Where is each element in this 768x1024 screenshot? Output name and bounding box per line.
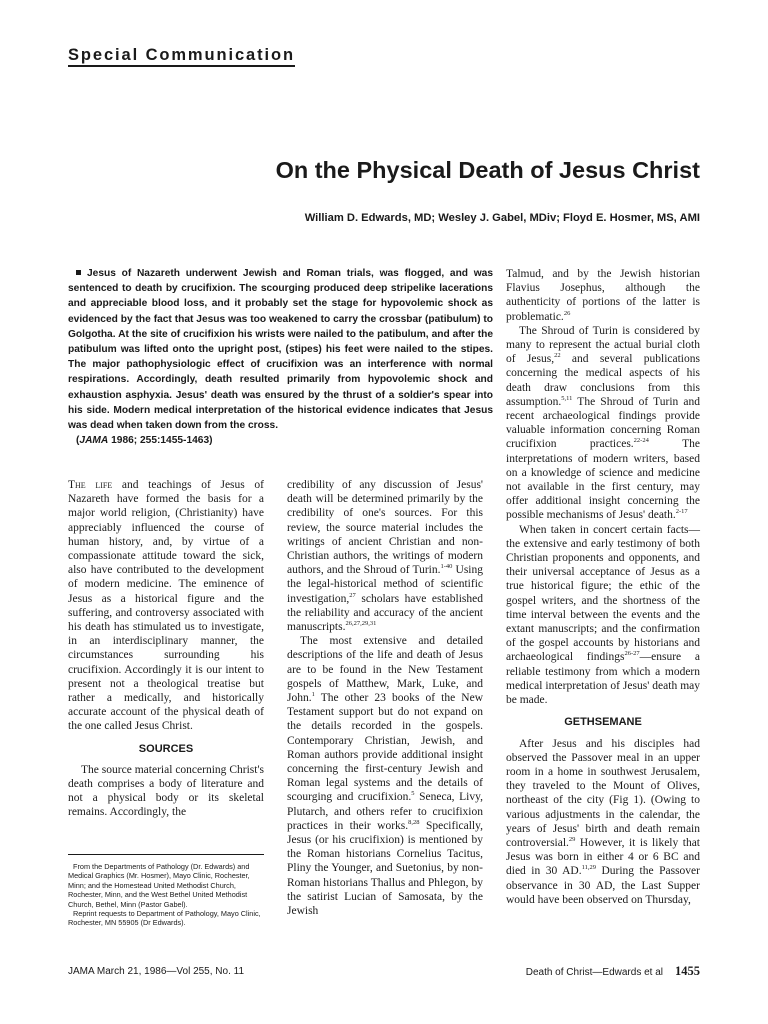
affiliation-note: From the Departments of Pathology (Dr. Edwards) and Medical Graphics (Mr. Hosmer), Mayo Clinic, Rochester, Minn; and the Homestead United Methodist Church, Rochester, Minn, and the West Bethel United Methodist Church, Bethel, Minn (Pastor Gabel). — [68, 862, 250, 909]
reprint-note: Reprint requests to Department of Pathology, Mayo Clinic, Rochester, MN 55905 (Dr Edwards). — [68, 909, 261, 928]
reference-superscript: 26-27 — [624, 650, 640, 658]
abstract — [68, 266, 493, 448]
reference-superscript: 26 — [563, 309, 571, 317]
section-label: Special Communication — [68, 46, 295, 67]
article-title: On the Physical Death of Jesus Christ — [275, 157, 700, 183]
lead-in: The life — [68, 479, 113, 491]
body-paragraph: The most extensive and detailed descriptions of the life and death of Jesus are to be found in the New Testament gospels of Matthew, Mark, Luke, and John.$^1$ The other 23 books of the New Testament support but do not expand on the details recorded in the gospels. Contemporary Christian, Jewish, and Roman authors provide additional insight concerning the first-century Jewish and Roman legal systems and the details of scourging and crucifixion.$^5$ Seneca, Livy, Plutarch, and others refer to crucifixion practices in their works.$^{8,28}$ Specifically, Jesus (or his crucifixion) is mentioned by the Roman historians Cornelius Tacitus, Pliny the Younger, and Suetonius, by non-Roman historians Thallus and Phlegon, by the satirist Lucian of Samosata, by the Jewish — [287, 635, 483, 918]
body-paragraph: After Jesus and his disciples had observed the Passover meal in an upper room in a home in southwest Jerusalem, they traveled to the Mount of Olives, northeast of the city (Fig 1). (Owing to various adjustments in the calendar, the years of Jesus' birth and death remain controversial.$^{29}$ However, it is likely that Jesus was born in either 4 or 6 BC and died in 30 AD.$^{11,29}$ During the Passover observance in 30 AD, the Last Supper would have been observed on Thursday, — [506, 737, 700, 906]
journal-name: JAMA — [79, 435, 109, 447]
body-paragraph: credibility of any discussion of Jesus' death will be determined primarily by the credibility of one's sources. For this review, the source material includes the writings of ancient Christian and non-Christian authors, the writings of modern authors, and the Shroud of Turin.$^{1-40}$ Using the legal-historical method of scientific investigation,$^{27}$ scholars have established the reliability and accuracy of the ancient manuscripts.$^{26,27,29,31}$ — [287, 479, 483, 634]
reference-superscript: 2-17 — [675, 508, 688, 516]
bullet-icon — [76, 270, 81, 275]
page-number: 1455 — [675, 964, 700, 978]
abstract-text: Jesus of Nazareth underwent Jewish and Roman trials, was flogged, and was sentenced to death by crucifixion. The scourging produced deep stripelike lacerations and appreciable blood loss, and it probably set the stage for hypovolemic shock as evidenced by the fact that Jesus was too weakened to carry the crossbar (patibulum) to Golgotha. At the site of crucifixion his wrists were nailed to the patibulum, and after the patibulum was lifted onto the upright post, (stipes) his feet were nailed to the stipes. The major pathophysiologic effect of crucifixion was an interference with normal respirations. Accordingly, death resulted primarily from hypovolemic shock and exhaustion asphyxia. Jesus' death was ensured by the thrust of a soldier's spear into his side. Modern medical interpretation of the historical evidence indicates that Jesus was dead when taken down from the cross. — [68, 268, 493, 432]
footnote — [68, 862, 264, 928]
body-column-1 — [68, 478, 264, 820]
reference-superscript: 5 — [411, 790, 415, 798]
reference-superscript: 26,27,29,31 — [345, 620, 377, 628]
footnote-divider — [68, 854, 264, 855]
reference-superscript: 29 — [568, 836, 576, 844]
body-paragraph: Talmud, and by the Jewish historian Flavius Josephus, although the authenticity of portions of the latter is problematic.$^{26}$ — [506, 268, 700, 323]
footer-journal-info: JAMA March 21, 1986—Vol 255, No. 11 — [68, 966, 245, 977]
body-paragraph: The life and teachings of Jesus of Nazareth have formed the basis for a major world religion, (Christianity) have appreciably influenced the course of human history, and, by virtue of a compassionate attitude toward the sick, also have contributed to the development of modern medicine. The eminence of Jesus as a historical figure and the suffering, and controversy associated with his death has stimulated us to investigate, in an interdisciplinary manner, the circumstances surrounding his crucifixion. Accordingly it is our intent to present not a theological treatise but rather a medically, and historically accurate account of the physical death of the one called Jesus Christ. — [68, 479, 264, 733]
body-paragraph: The source material concerning Christ's death comprises a body of literature and not a physical body or its skeletal remains. Accordingly, the — [68, 763, 264, 819]
body-paragraph: The Shroud of Turin is considered by many to represent the actual burial cloth of Jesus,$^{22}$ and several publications concerning the medical aspects of his death draw conclusions from this assumption.$^{5,11}$ The Shroud of Turin and recent archaeological findings provide valuable information concerning Roman crucifixion practices.$^{22-24}$ The interpretations of modern writers, based on a knowledge of science and medicine not available in the first century, may offer additional insight concerning the possible mechanisms of Jesus' death.$^{2-17}$ — [506, 324, 700, 522]
section-heading-gethsemane: GETHSEMANE — [564, 716, 642, 729]
section-heading-sources: SOURCES — [138, 742, 194, 755]
reference-superscript: 1 — [311, 691, 315, 699]
abstract-citation: (JAMA 1986; 255:1455-1463) — [76, 435, 213, 447]
author-list: William D. Edwards, MD; Wesley J. Gabel, MDiv; Floyd E. Hosmer, MS, AMI — [304, 212, 700, 224]
body-column-3 — [506, 267, 700, 907]
body-column-2 — [287, 478, 483, 918]
reference-superscript: 11,29 — [581, 864, 596, 872]
reference-superscript: 22-24 — [633, 437, 649, 445]
body-paragraph: When taken in concert certain facts—the extensive and early testimony of both Christian proponents and opponents, and their universal acceptance of Jesus as a true historical figure; the ethic of the gospel writers, and the shortness of the time interval between the events and the extant manuscripts; and the confirmation of the gospel accounts by historians and archaeological findings$^{26-27}$—ensure a reliable testimony from which a modern medical interpretation of Jesus' death may be made. — [506, 523, 700, 707]
footer-running-title: Death of Christ—Edwards et al 1455 — [525, 964, 700, 978]
reference-superscript: 27 — [349, 591, 356, 599]
reference-superscript: 5,11 — [561, 395, 573, 402]
reference-superscript: 22 — [554, 352, 561, 360]
reference-superscript: 8,28 — [408, 819, 420, 827]
reference-superscript: 1-40 — [440, 563, 453, 571]
